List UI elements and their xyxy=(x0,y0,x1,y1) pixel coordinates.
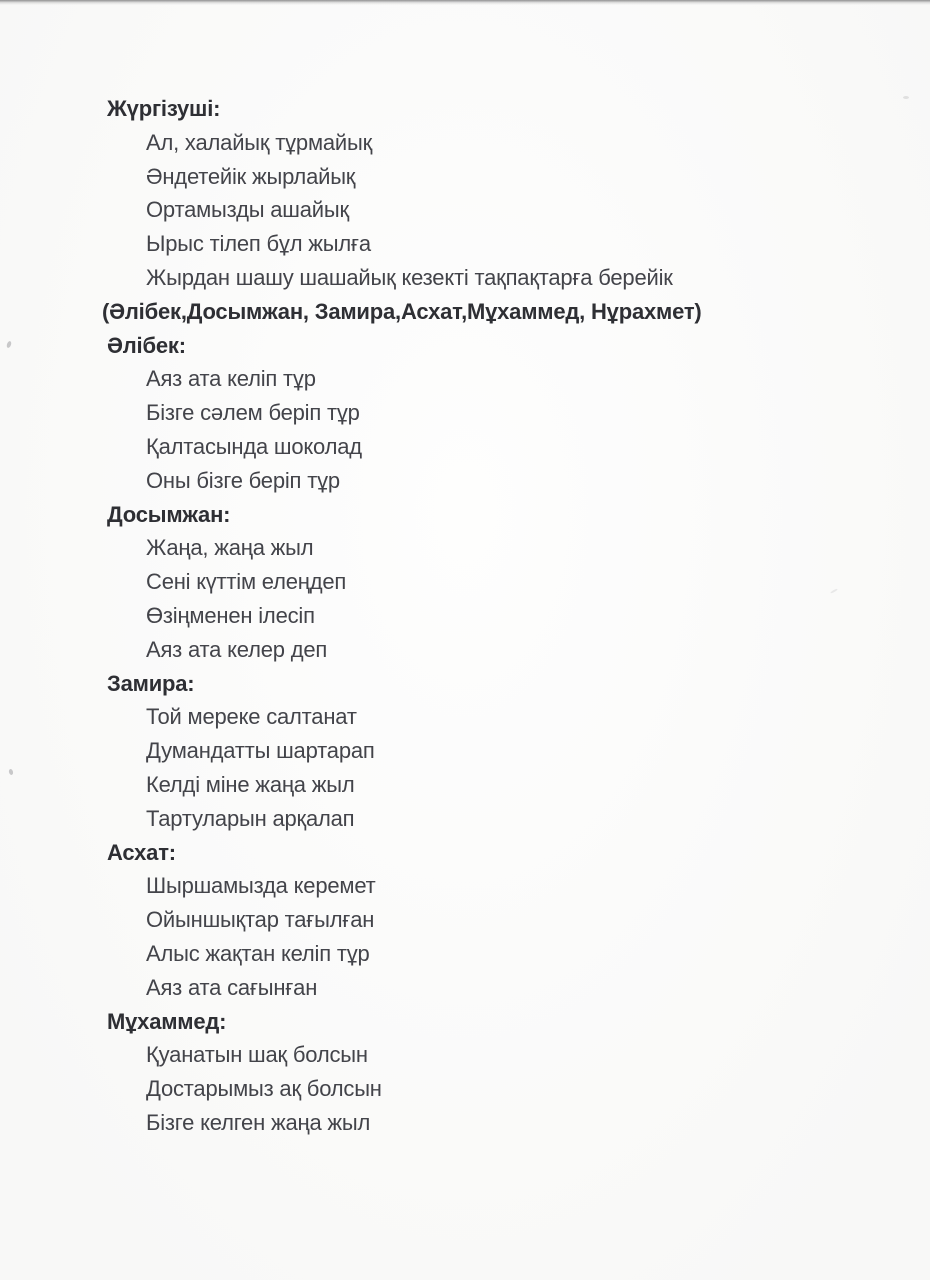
verse-line: Шыршамызда керемет xyxy=(146,873,376,899)
scan-edge-artifact xyxy=(0,0,930,5)
verse-line: Достарымыз ақ болсын xyxy=(146,1076,382,1102)
verse-line: Ал, халайық тұрмайық xyxy=(146,129,373,155)
speaker-label: Асхат: xyxy=(107,839,176,865)
verse-line: Тартуларын арқалап xyxy=(146,805,355,831)
verse-line: Келді міне жаңа жыл xyxy=(146,771,355,797)
verse-line: Қалтасында шоколад xyxy=(146,433,362,459)
scan-speck xyxy=(903,96,909,99)
verse-line: Бізге келген жаңа жыл xyxy=(146,1109,371,1135)
script-text-column xyxy=(0,92,930,1140)
verse-line: Жаңа, жаңа жыл xyxy=(146,535,314,561)
verse-line: Той мереке салтанат xyxy=(146,704,357,730)
verse-line: Ырыс тілеп бұл жылға xyxy=(146,231,371,257)
verse-line: Аяз ата сағынған xyxy=(146,974,318,1000)
verse-line: Аяз ата келіп тұр xyxy=(146,366,316,392)
verse-line: Алыс жақтан келіп тұр xyxy=(146,940,370,966)
verse-line: Сені күттім елеңдеп xyxy=(146,569,347,595)
verse-line: Ойыншықтар тағылған xyxy=(146,907,375,933)
speaker-label: Мұхаммед: xyxy=(107,1008,227,1034)
verse-line: Ортамызды ашайық xyxy=(146,197,349,223)
speaker-label: Досымжан: xyxy=(107,501,231,527)
cast-list-line: (Әлібек,Досымжан, Замира,Асхат,Мұхаммед, Нұрахмет) xyxy=(102,298,702,324)
speaker-label: Замира: xyxy=(107,670,195,696)
verse-line: Оны бізге беріп тұр xyxy=(146,467,340,493)
verse-line: Қуанатын шақ болсын xyxy=(146,1042,368,1068)
verse-line: Жырдан шашу шашайық кезекті тақпақтарға берейік xyxy=(146,264,673,290)
speaker-label: Әлібек: xyxy=(107,332,186,358)
verse-line: Аяз ата келер деп xyxy=(146,636,328,662)
verse-line: Өзіңменен ілесіп xyxy=(146,602,315,628)
verse-line: Әндетейік жырлайық xyxy=(146,163,356,189)
verse-line: Думандатты шартарап xyxy=(146,738,375,764)
verse-line: Бізге сәлем беріп тұр xyxy=(146,400,360,426)
speaker-label: Жүргізуші: xyxy=(107,96,221,121)
